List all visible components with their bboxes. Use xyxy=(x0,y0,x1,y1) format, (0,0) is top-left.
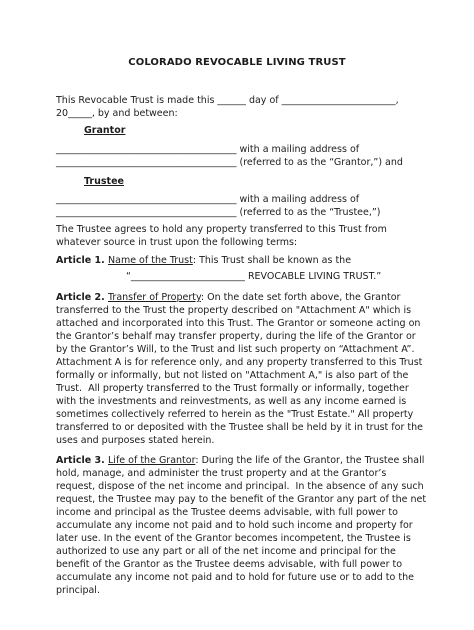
intro-line: 20_____, by and between: xyxy=(56,108,178,119)
article-2-body-line: Trust. All property transferred to the Trust formally or informally, together xyxy=(56,383,409,394)
article-2-body-line: formally or informally, but not listed on "Attachment A," is also part of the xyxy=(56,370,409,381)
article-3-period: . xyxy=(101,455,109,466)
article-2-text: : On the date set forth above, the Grantor xyxy=(200,292,401,303)
article-3-body-line: principal. xyxy=(56,585,100,596)
article-3-line xyxy=(56,454,424,467)
intro-line: This Revocable Trust is made this ______ day of ________________________, xyxy=(56,95,399,106)
article-1-heading: Name of the Trust xyxy=(108,255,193,266)
grantor-line: ______________________________________ with a mailing address of xyxy=(56,144,360,155)
trustee-heading-text: Trustee xyxy=(84,176,124,187)
article-2-body-line: sometimes collectively referred to herein as the "Trust Estate." All property xyxy=(56,409,414,420)
document-title: COLORADO REVOCABLE LIVING TRUST xyxy=(128,57,346,68)
article-2-body-line: uses and purposes stated herein. xyxy=(56,435,215,446)
grantor-heading-text: Grantor xyxy=(84,125,126,136)
article-2-body-line: transferred to the Trust the property described on "Attachment A" which is xyxy=(56,305,412,316)
article-3-label: Article 3 xyxy=(56,455,102,466)
article-2-body-line: attached and incorporated into this Trust. The Grantor or someone acting on xyxy=(56,318,421,329)
article-1-label: Article 1 xyxy=(56,255,102,266)
article-3-text: : During the life of the Grantor, the Trustee shall xyxy=(195,455,425,466)
article-1-period: . xyxy=(101,255,109,266)
agreement-line: The Trustee agrees to hold any property transferred to this Trust from xyxy=(56,224,387,235)
trustee-line: ______________________________________ (referred to as the “Trustee,”) xyxy=(56,207,381,218)
article-2-body-line: transferred to or deposited with the Trustee shall be held by it in trust for the xyxy=(56,422,423,433)
article-2-body-line: by the Grantor’s Will, to the Trust and list such property on “Attachment A”. xyxy=(56,344,415,355)
article-3-body-line: benefit of the Grantor as the Trustee deems advisable, with full power to xyxy=(56,559,403,570)
agreement-line: whatever source in trust upon the following terms: xyxy=(56,237,298,248)
article-3-body-line: accumulate any income not paid and to hold for future use or to add to the xyxy=(56,572,414,583)
article-2-heading: Transfer of Property xyxy=(108,292,201,303)
article-1-text: : This Trust shall be known as the xyxy=(192,255,352,266)
article-3-body-line: request, dispose of the net income and principal. In the absence of any such xyxy=(56,481,424,492)
grantor-heading xyxy=(84,124,125,137)
article-3-body-line: income and principal as the Trustee deems advisable, with full power to xyxy=(56,507,398,518)
article-2-body-line: Attachment A is for reference only, and any property transferred to this Trust xyxy=(56,357,423,368)
article-3-body-line: request, the Trustee may pay to the benefit of the Grantor any part of the net xyxy=(56,494,427,505)
article-3-body-line: hold, manage, and administer the trust property and at the Grantor’s xyxy=(56,468,387,479)
article-3-body-line: authorized to use any part or all of the net income and principal for the xyxy=(56,546,396,557)
article-2-line xyxy=(56,291,400,304)
article-1-line2: “________________________ REVOCABLE LIVING TRUST.” xyxy=(126,271,382,282)
article-1-line xyxy=(56,254,351,267)
article-2-label: Article 2 xyxy=(56,292,102,303)
grantor-line: ______________________________________ (referred to as the “Grantor,”) and xyxy=(56,157,403,168)
article-3-body-line: later use. In the event of the Grantor becomes incompetent, the Trustee is xyxy=(56,533,411,544)
article-3-body-line: accumulate any income not paid and to hold such income and property for xyxy=(56,520,413,531)
trustee-line: ______________________________________ with a mailing address of xyxy=(56,194,360,205)
article-2-period: . xyxy=(101,292,109,303)
trustee-heading xyxy=(84,175,124,188)
article-2-body-line: with the investments and reinvestments, as well as any income earned is xyxy=(56,396,407,407)
article-3-heading: Life of the Grantor xyxy=(108,455,196,466)
article-2-body-line: the Grantor’s behalf may transfer property, during the life of the Grantor or xyxy=(56,331,416,342)
